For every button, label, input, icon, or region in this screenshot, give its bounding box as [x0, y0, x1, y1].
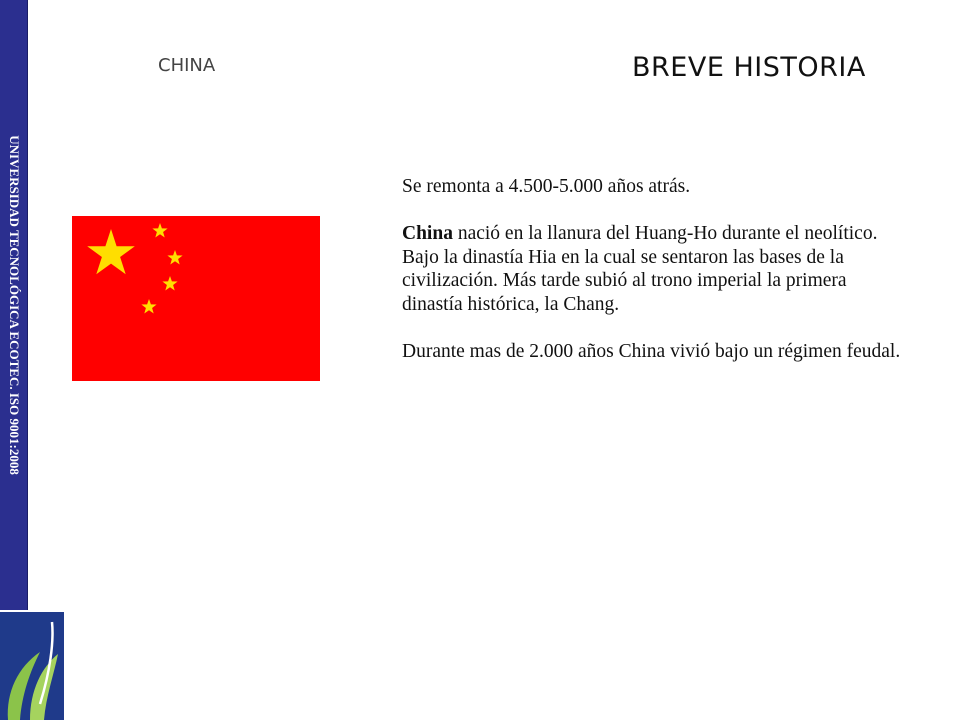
- country-label: CHINA: [158, 55, 216, 76]
- paragraph-china-text: nació en la llanura del Huang-Ho durante el neolítico. Bajo la dinastía Hia en la cual se sentaron las bases de la civilización. Más tarde subió al trono imperial la primera dinastía histórica, la Chang.: [402, 223, 878, 315]
- institution-sidebar: [0, 0, 28, 610]
- institution-name: UNIVERSIDAD TECNOLÓGICA ECOTEC. ISO 9001:2008: [6, 135, 22, 475]
- china-flag-image: [72, 216, 320, 381]
- slide-title: BREVE HISTORIA: [632, 52, 866, 83]
- paragraph-china: [402, 222, 902, 316]
- paragraph-feudal: Durante mas de 2.000 años China vivió bajo un régimen feudal.: [402, 340, 901, 362]
- history-text: [402, 175, 902, 387]
- paragraph-origin: Se remonta a 4.500-5.000 años atrás.: [402, 176, 691, 197]
- paragraph-china-bold: China: [402, 223, 453, 244]
- university-logo-icon: [0, 612, 64, 720]
